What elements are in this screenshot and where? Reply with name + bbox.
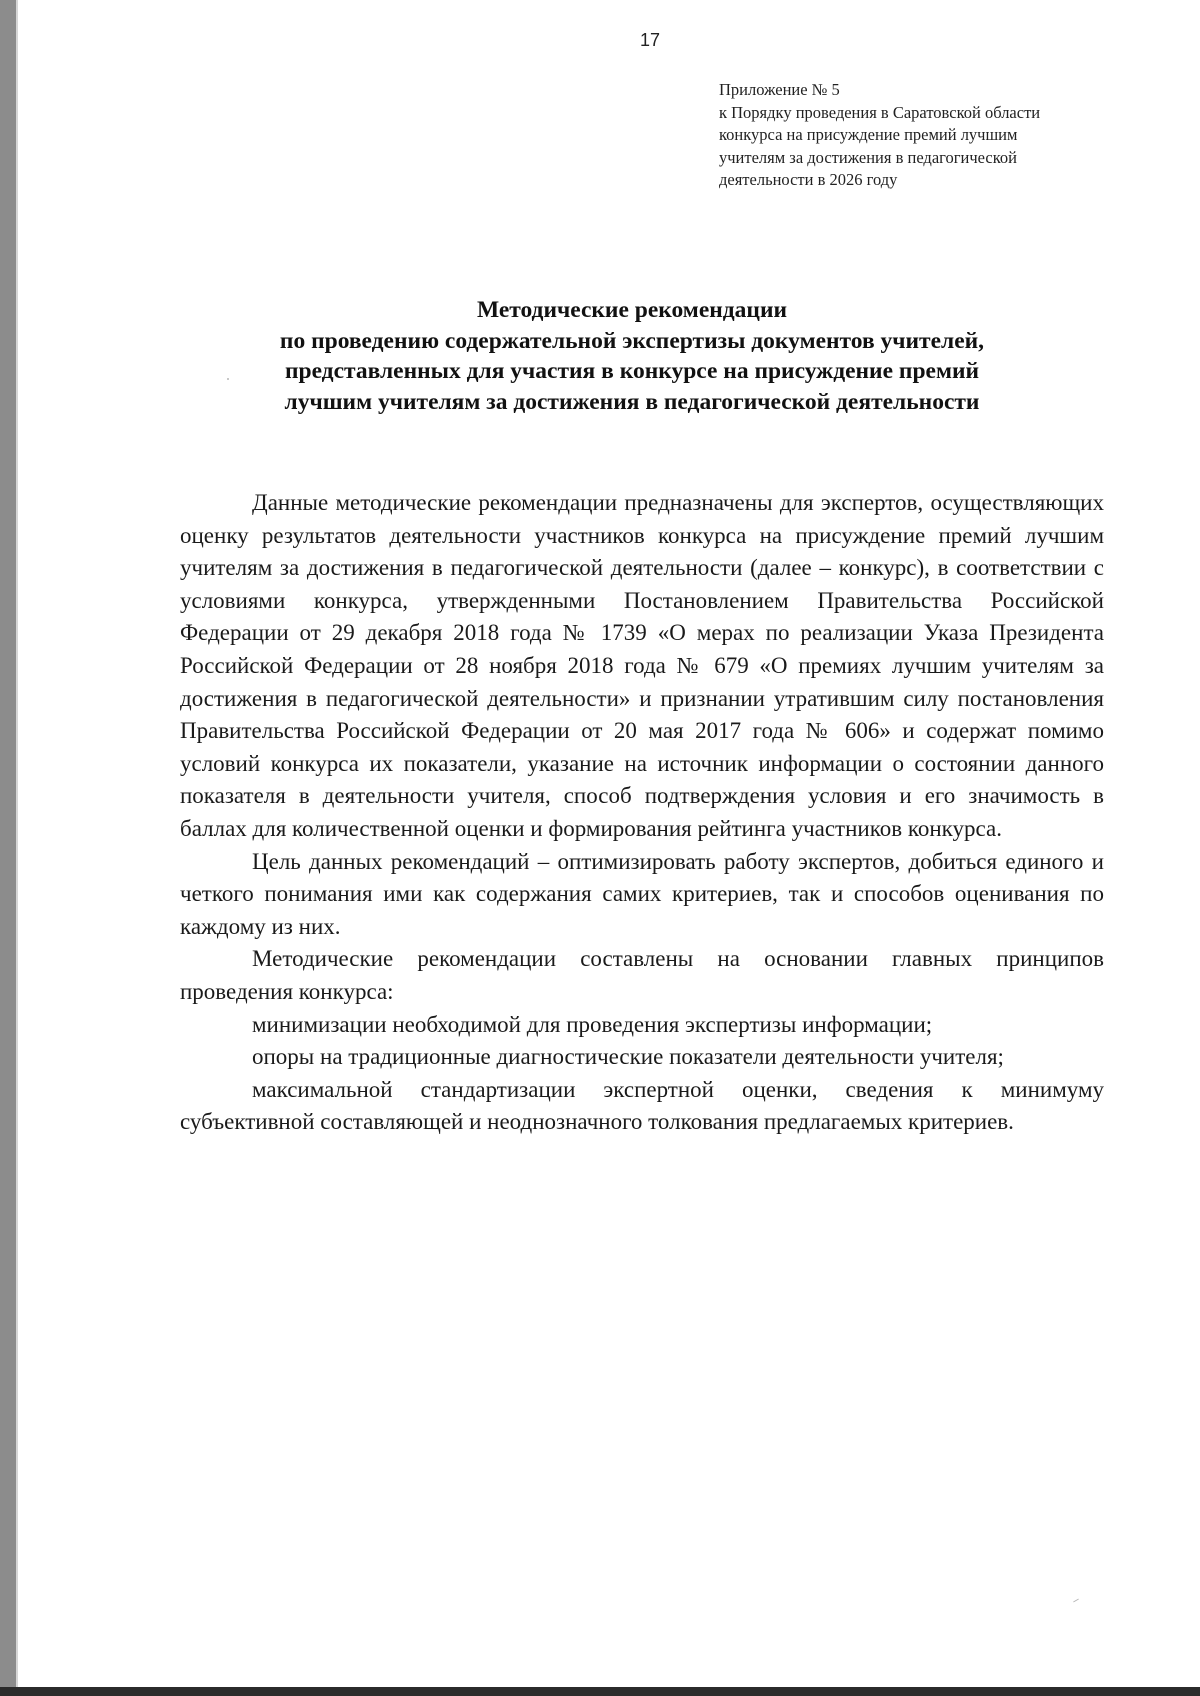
principle-item: максимальной стандартизации экспертной оценки, сведения к минимуму субъективной составляющей и неоднозначного толкования предлагаемых критериев. (180, 1076, 1104, 1135)
appendix-line: деятельности в 2026 году (719, 170, 898, 190)
appendix-line: Приложение № 5 (719, 80, 840, 99)
document-title (160, 295, 1104, 417)
scan-mark (1073, 1599, 1079, 1603)
body-paragraph-goal: Цель данных рекомендаций – оптимизировать работу экспертов, добиться единого и четкого понимания ими как содержания самих критериев, так и способов оценивания по каждому из них. (180, 848, 1104, 939)
body-paragraph-principles: Методические рекомендации составлены на основании главных принципов проведения конкурса: (180, 946, 1104, 1004)
appendix-line: к Порядку проведения в Саратовской области (719, 102, 1041, 122)
document-body (180, 487, 1104, 1139)
scan-edge-bottom (0, 1687, 1200, 1696)
appendix-line: учителям за достижения в педагогической (719, 147, 1017, 167)
page-number: 17 (639, 30, 661, 50)
principle-item: минимизации необходимой для проведения экспертизы информации; (252, 1011, 933, 1037)
title-line: представленных для участия в конкурсе на присуждение премий (284, 358, 980, 385)
title-line: лучшим учителям за достижения в педагогической деятельности (284, 388, 980, 415)
body-paragraph-purpose: Данные методические рекомендации предназначены для экспертов, осуществляющих оценку результатов деятельности участников конкурса на присуждение премий лучшим учителям за достижения в педагогической деятельности (далее – конкурс), в соответствии с условиями конкурса, утвержденными Постановлением Правительства Российской Федерации от 29 декабря 2018 года № 1739 «О мерах по реализации Указа Президента Российской Федерации от 28 ноября 2018 года № 679 «О премиях лучшим учителям за достижения в педагогической деятельности» и признании утратившим силу постановления Правительства Российской Федерации от 20 мая 2017 года № 606» и содержат помимо условий конкурса их показатели, указание на источник информации о состоянии данного показателя в деятельности учителя, способ подтверждения условия и его значимость в баллах для количественной оценки и формирования рейтинга участников конкурса. (180, 490, 1104, 841)
title-line: Методические рекомендации (476, 297, 788, 323)
appendix-reference (719, 79, 1179, 192)
title-line: по проведению содержательной экспертизы документов учителей, (279, 327, 985, 354)
scan-edge-left (0, 0, 16, 1696)
principle-item: опоры на традиционные диагностические показатели деятельности учителя; (252, 1044, 1004, 1070)
appendix-line: конкурса на присуждение премий лучшим (719, 125, 1018, 145)
